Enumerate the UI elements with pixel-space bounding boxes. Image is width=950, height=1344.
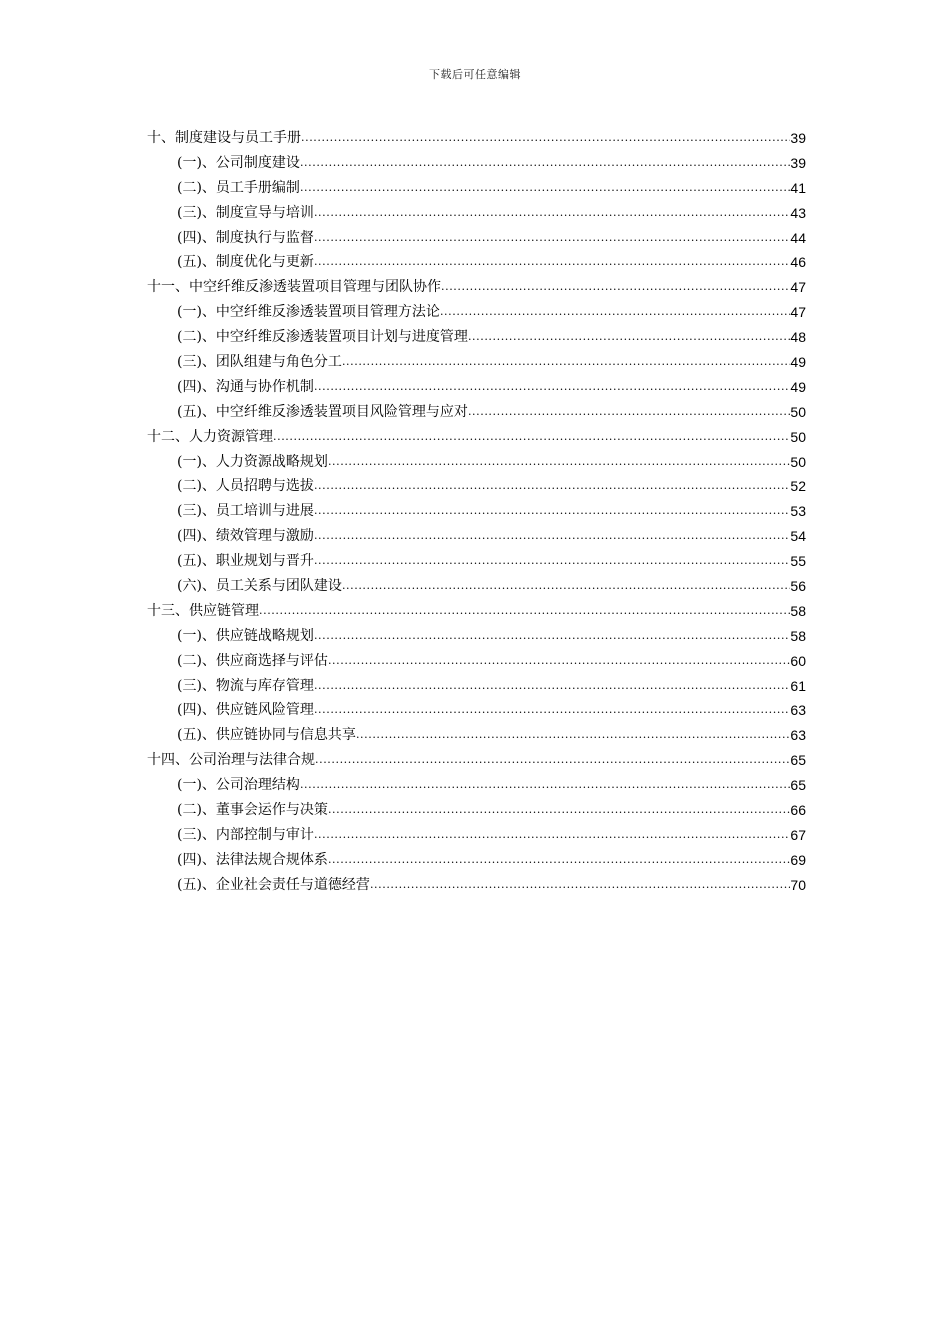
toc-entry-title: (一)、公司治理结构 <box>177 777 300 794</box>
toc-entry-title: 十一、中空纤维反渗透装置项目管理与团队协作 <box>147 279 441 296</box>
toc-dot-leader <box>328 848 790 873</box>
toc-entry-title: (二)、供应商选择与评估 <box>177 652 328 669</box>
toc-dot-leader <box>440 300 790 325</box>
toc-dot-leader <box>356 723 790 748</box>
toc-entry-title: (五)、制度优化与更新 <box>177 254 314 271</box>
toc-entry-title: 十二、人力资源管理 <box>147 428 273 445</box>
toc-entry-page-number: 58 <box>790 627 806 644</box>
toc-entry-title: (三)、制度宣导与培训 <box>177 204 314 221</box>
toc-entry-title: (五)、供应链协同与信息共享 <box>177 727 356 744</box>
toc-entry-title: (二)、人员招聘与选拔 <box>177 478 314 495</box>
toc-entry-title: (四)、绩效管理与激励 <box>177 528 314 545</box>
toc-dot-leader <box>301 126 790 151</box>
toc-dot-leader <box>328 798 790 823</box>
toc-entry-page-number: 66 <box>790 802 806 819</box>
toc-entry-page-number: 50 <box>790 428 806 445</box>
toc-chapter-entry[interactable] <box>147 425 806 450</box>
toc-entry-page-number: 50 <box>790 403 806 420</box>
toc-section-entry[interactable] <box>147 151 806 176</box>
toc-entry-page-number: 41 <box>790 179 806 196</box>
toc-entry-title: 十、制度建设与员工手册 <box>147 129 301 146</box>
page-header-note: 下载后可任意编辑 <box>429 68 521 81</box>
toc-entry-title: (四)、沟通与协作机制 <box>177 378 314 395</box>
toc-section-entry[interactable] <box>147 624 806 649</box>
toc-entry-title: (三)、内部控制与审计 <box>177 826 314 843</box>
toc-entry-page-number: 61 <box>790 677 806 694</box>
toc-entry-page-number: 47 <box>790 279 806 296</box>
toc-entry-title: (一)、公司制度建设 <box>177 154 300 171</box>
toc-section-entry[interactable] <box>147 325 806 350</box>
toc-entry-title: (四)、法律法规合规体系 <box>177 851 328 868</box>
toc-entry-page-number: 55 <box>790 553 806 570</box>
toc-dot-leader <box>315 748 790 773</box>
toc-entry-page-number: 63 <box>790 727 806 744</box>
toc-dot-leader <box>314 474 790 499</box>
toc-dot-leader <box>314 201 790 226</box>
toc-entry-page-number: 53 <box>790 503 806 520</box>
toc-section-entry[interactable] <box>147 474 806 499</box>
toc-chapter-entry[interactable] <box>147 275 806 300</box>
toc-dot-leader <box>314 549 790 574</box>
toc-section-entry[interactable] <box>147 226 806 251</box>
toc-entry-title: (三)、团队组建与角色分工 <box>177 354 342 370</box>
toc-section-entry[interactable] <box>147 250 806 275</box>
toc-entry-title: (三)、员工培训与进展 <box>177 503 314 520</box>
toc-dot-leader <box>468 325 790 350</box>
toc-entry-page-number: 63 <box>790 702 806 719</box>
toc-entry-page-number: 65 <box>790 752 806 769</box>
toc-section-entry[interactable] <box>147 798 806 823</box>
toc-entry-page-number: 49 <box>790 354 806 370</box>
toc-section-entry[interactable] <box>147 674 806 699</box>
toc-dot-leader <box>314 698 790 723</box>
toc-dot-leader <box>342 574 790 599</box>
toc-entry-title: (四)、制度执行与监督 <box>177 229 314 246</box>
toc-section-entry[interactable] <box>147 400 806 425</box>
toc-section-entry[interactable] <box>147 300 806 325</box>
toc-entry-title: (四)、供应链风险管理 <box>177 702 314 719</box>
toc-dot-leader <box>314 499 790 524</box>
toc-section-entry[interactable] <box>147 574 806 599</box>
toc-entry-page-number: 49 <box>790 378 806 395</box>
toc-entry-title: (五)、中空纤维反渗透装置项目风险管理与应对 <box>177 403 468 420</box>
toc-entry-page-number: 54 <box>790 528 806 545</box>
toc-dot-leader <box>314 375 790 400</box>
toc-entry-page-number: 70 <box>790 876 806 893</box>
toc-entry-title: 十四、公司治理与法律合规 <box>147 752 315 769</box>
toc-dot-leader <box>328 649 790 674</box>
toc-entry-page-number: 44 <box>790 229 806 246</box>
toc-chapter-entry[interactable] <box>147 126 806 151</box>
toc-entry-title: (一)、供应链战略规划 <box>177 627 314 644</box>
toc-dot-leader <box>370 873 790 898</box>
toc-section-entry[interactable] <box>147 723 806 748</box>
toc-dot-leader <box>468 400 790 425</box>
toc-entry-title: (六)、员工关系与团队建设 <box>177 578 342 595</box>
toc-dot-leader <box>300 773 790 798</box>
toc-section-entry[interactable] <box>147 848 806 873</box>
toc-chapter-entry[interactable] <box>147 748 806 773</box>
toc-entry-title: 十三、供应链管理 <box>147 602 259 619</box>
toc-dot-leader <box>328 450 790 475</box>
toc-section-entry[interactable] <box>147 698 806 723</box>
toc-entry-page-number: 48 <box>790 329 806 346</box>
toc-section-entry[interactable] <box>147 649 806 674</box>
toc-dot-leader <box>314 674 790 699</box>
toc-dot-leader <box>342 350 790 375</box>
toc-section-entry[interactable] <box>147 823 806 848</box>
toc-entry-page-number: 69 <box>790 851 806 868</box>
toc-entry-title: (五)、职业规划与晋升 <box>177 553 314 570</box>
toc-entry-title: (五)、企业社会责任与道德经营 <box>177 876 370 893</box>
toc-section-entry[interactable] <box>147 499 806 524</box>
toc-entry-page-number: 39 <box>790 154 806 171</box>
table-of-contents <box>147 126 806 898</box>
toc-dot-leader <box>314 524 790 549</box>
toc-entry-page-number: 50 <box>790 453 806 470</box>
toc-entry-page-number: 56 <box>790 578 806 595</box>
toc-section-entry[interactable] <box>147 773 806 798</box>
toc-dot-leader <box>314 624 790 649</box>
toc-section-entry[interactable] <box>147 350 806 375</box>
toc-entry-page-number: 60 <box>790 652 806 669</box>
toc-entry-page-number: 52 <box>790 478 806 495</box>
toc-entry-page-number: 43 <box>790 204 806 221</box>
toc-entry-title: (二)、董事会运作与决策 <box>177 802 328 819</box>
toc-entry-title: (二)、中空纤维反渗透装置项目计划与进度管理 <box>177 329 468 346</box>
toc-dot-leader <box>314 226 790 251</box>
toc-entry-title: (一)、人力资源战略规划 <box>177 453 328 470</box>
toc-chapter-entry[interactable] <box>147 599 806 624</box>
toc-section-entry[interactable] <box>147 375 806 400</box>
toc-entry-page-number: 39 <box>790 129 806 146</box>
toc-section-entry[interactable] <box>147 201 806 226</box>
toc-entry-page-number: 67 <box>790 826 806 843</box>
toc-section-entry[interactable] <box>147 873 806 898</box>
toc-entry-title: (二)、员工手册编制 <box>177 179 300 196</box>
toc-section-entry[interactable] <box>147 549 806 574</box>
toc-dot-leader <box>300 151 790 176</box>
toc-section-entry[interactable] <box>147 524 806 549</box>
toc-dot-leader <box>259 599 790 624</box>
toc-entry-page-number: 47 <box>790 304 806 321</box>
toc-dot-leader <box>441 275 790 300</box>
toc-entry-title: (一)、中空纤维反渗透装置项目管理方法论 <box>177 304 440 321</box>
toc-section-entry[interactable] <box>147 450 806 475</box>
toc-entry-page-number: 46 <box>790 254 806 271</box>
toc-dot-leader <box>273 425 790 450</box>
toc-entry-page-number: 58 <box>790 602 806 619</box>
toc-dot-leader <box>314 823 790 848</box>
toc-dot-leader <box>314 250 790 275</box>
toc-entry-page-number: 65 <box>790 777 806 794</box>
toc-dot-leader <box>300 176 790 201</box>
toc-section-entry[interactable] <box>147 176 806 201</box>
toc-entry-title: (三)、物流与库存管理 <box>177 677 314 694</box>
